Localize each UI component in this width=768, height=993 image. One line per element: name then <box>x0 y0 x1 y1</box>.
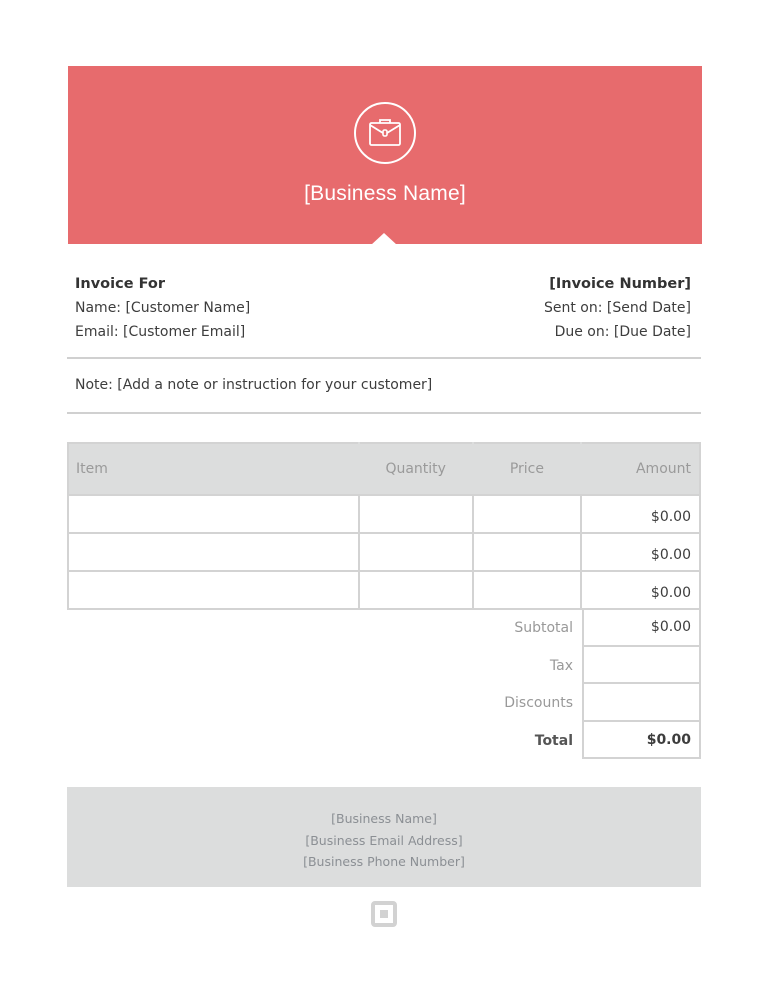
invoice-meta-block <box>544 272 691 344</box>
business-name-title: [Business Name] <box>304 182 466 205</box>
item-cell[interactable] <box>68 571 359 609</box>
total-value: $0.00 <box>582 722 701 760</box>
sent-date: Sent on: [Send Date] <box>543 300 691 316</box>
header-notch <box>371 233 397 245</box>
item-cell[interactable] <box>68 533 359 571</box>
discounts-value[interactable] <box>582 684 701 722</box>
tax-value[interactable] <box>582 647 701 685</box>
subtotal-row <box>440 609 701 647</box>
customer-name: Name: [Customer Name] <box>75 300 251 316</box>
invoice-for-block <box>75 272 250 344</box>
subtotal-value: $0.00 <box>582 609 701 647</box>
amount-cell: $0.00 <box>581 495 700 533</box>
totals-summary <box>440 609 701 759</box>
customer-note: Note: [Add a note or instruction for your customer] <box>75 377 433 393</box>
subtotal-label: Subtotal <box>514 620 573 636</box>
total-row <box>440 722 701 760</box>
column-header-quantity: Quantity <box>359 443 473 495</box>
item-cell[interactable] <box>68 495 359 533</box>
table-row <box>68 495 700 533</box>
footer-business-name: [Business Name] <box>331 811 437 826</box>
invoice-for-title: Invoice For <box>75 276 166 292</box>
line-items-table <box>67 442 701 610</box>
tax-label: Tax <box>549 657 573 674</box>
table-row <box>68 571 700 609</box>
briefcase-icon <box>354 102 416 164</box>
footer-business-email: [Business Email Address] <box>305 832 463 848</box>
total-label: Total <box>534 732 573 749</box>
quantity-cell[interactable] <box>359 571 473 609</box>
footer-business-phone: [Business Phone Number] <box>303 854 465 869</box>
discounts-row <box>440 684 701 722</box>
quantity-cell[interactable] <box>359 495 473 533</box>
amount-cell: $0.00 <box>581 533 700 571</box>
square-logo-icon <box>371 901 397 927</box>
column-header-item: Item <box>68 443 359 495</box>
quantity-cell[interactable] <box>359 533 473 571</box>
tax-row <box>440 647 701 685</box>
due-date: Due on: [Due Date] <box>554 324 691 340</box>
column-header-price: Price <box>473 443 582 495</box>
customer-email: Email: [Customer Email] <box>75 324 246 340</box>
column-header-amount: Amount <box>581 443 700 495</box>
business-footer <box>67 787 701 887</box>
table-row <box>68 533 700 571</box>
price-cell[interactable] <box>473 533 582 571</box>
square-logo-inner <box>380 910 388 918</box>
divider <box>67 357 701 359</box>
invoice-number: [Invoice Number] <box>549 276 691 292</box>
table-header-row <box>68 443 700 495</box>
price-cell[interactable] <box>473 495 582 533</box>
discounts-label: Discounts <box>504 695 573 711</box>
amount-cell: $0.00 <box>581 571 700 609</box>
invoice-header <box>68 66 702 244</box>
divider <box>67 412 701 414</box>
price-cell[interactable] <box>473 571 582 609</box>
